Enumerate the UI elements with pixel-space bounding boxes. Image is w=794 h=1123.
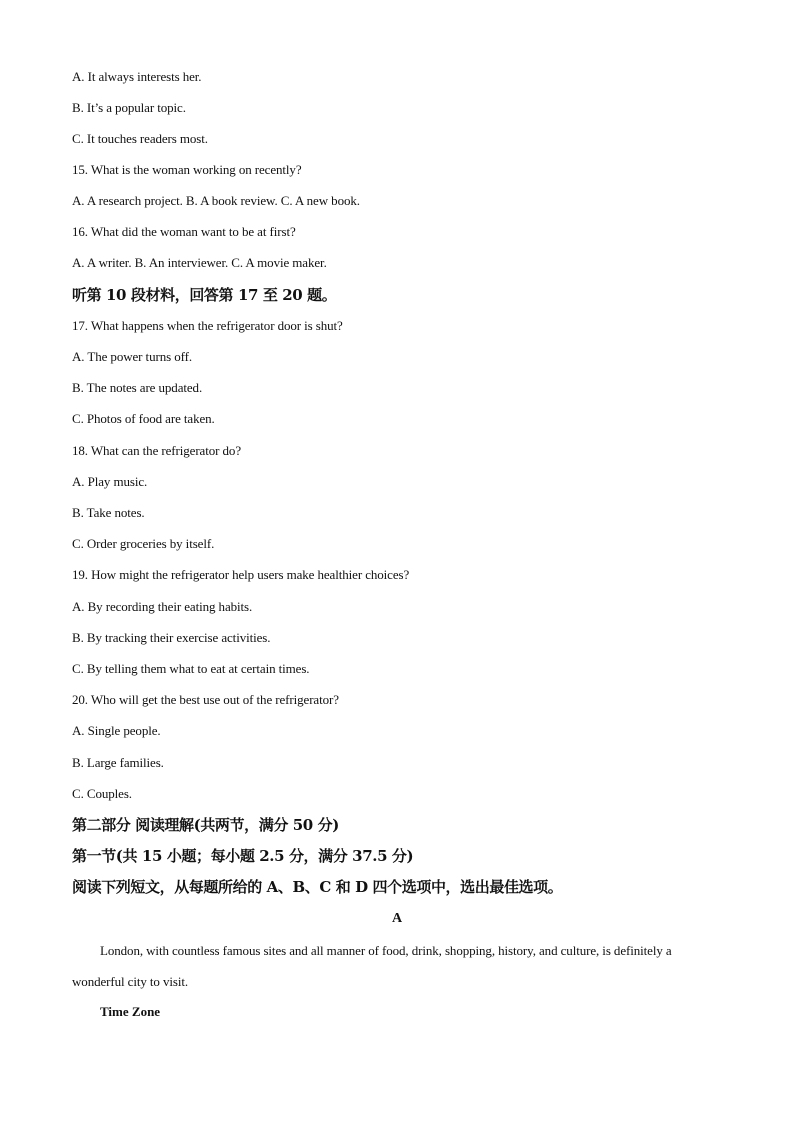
option-14b: B. It’s a popular topic. xyxy=(72,100,186,115)
option-17c: C. Photos of food are taken. xyxy=(72,411,215,426)
option-17b: B. The notes are updated. xyxy=(72,380,203,395)
options-16: A. A writer. B. An interviewer. C. A movie maker. xyxy=(72,255,327,270)
option-20a: A. Single people. xyxy=(72,723,161,738)
option-19c: C. By telling them what to eat at certain times. xyxy=(72,661,310,676)
question-15: 15. What is the woman working on recently? xyxy=(72,162,302,177)
option-14a: A. It always interests her. xyxy=(72,69,202,84)
option-20b: B. Large families. xyxy=(72,755,164,770)
option-14c: C. It touches readers most. xyxy=(72,131,208,146)
option-20c: C. Couples. xyxy=(72,786,132,801)
passage-paragraph: London, with countless famous sites and all manner of food, drink, shopping, history, and culture, is definitely a wonderful city to visit. xyxy=(72,943,672,989)
listening-section-heading: 听第 10 段材料，回答第 17 至 20 题。 xyxy=(72,286,337,304)
part-two-heading: 第二部分 阅读理解(共两节，满分 50 分) xyxy=(72,816,339,834)
option-19a: A. By recording their eating habits. xyxy=(72,599,253,614)
option-18a: A. Play music. xyxy=(72,474,148,489)
question-18: 18. What can the refrigerator do? xyxy=(72,443,241,458)
option-17a: A. The power turns off. xyxy=(72,349,192,364)
option-19b: B. By tracking their exercise activities. xyxy=(72,630,271,645)
question-19: 19. How might the refrigerator help users make healthier choices? xyxy=(72,567,410,582)
option-18b: B. Take notes. xyxy=(72,505,145,520)
question-17: 17. What happens when the refrigerator door is shut? xyxy=(72,318,343,333)
section-one-heading: 第一节(共 15 小题；每小题 2.5 分，满分 37.5 分) xyxy=(72,847,414,865)
options-15: A. A research project. B. A book review. C. A new book. xyxy=(72,193,360,208)
option-18c: C. Order groceries by itself. xyxy=(72,536,215,551)
reading-instructions: 阅读下列短文，从每题所给的 A、B、C 和 D 四个选项中，选出最佳选项。 xyxy=(72,878,563,896)
passage-subtitle: Time Zone xyxy=(100,1004,161,1019)
passage-letter: A xyxy=(391,911,403,926)
question-16: 16. What did the woman want to be at first? xyxy=(72,224,296,239)
question-20: 20. Who will get the best use out of the refrigerator? xyxy=(72,692,339,707)
